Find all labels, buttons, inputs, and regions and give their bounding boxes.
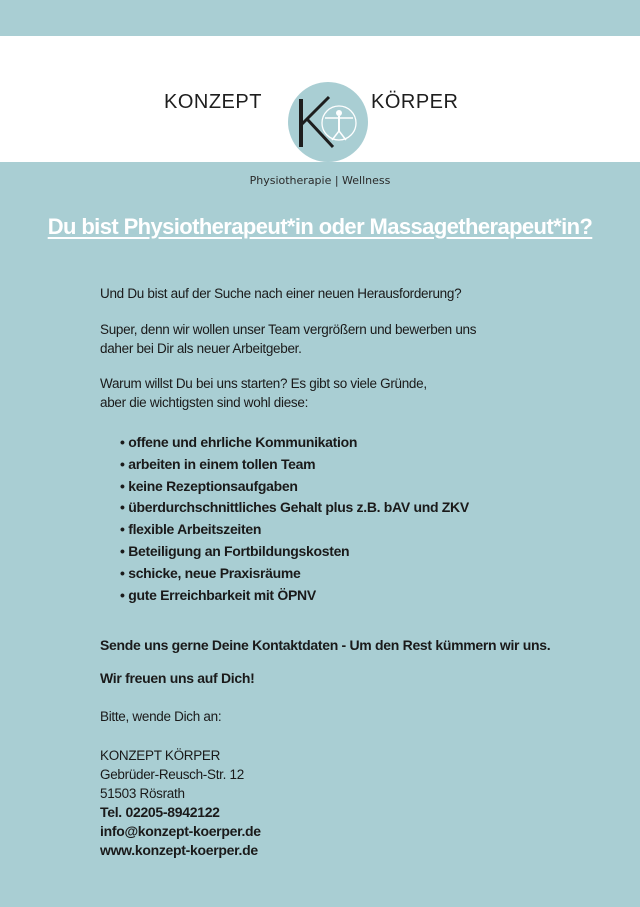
- benefit-item: • Beteiligung an Fortbildungskosten: [120, 541, 570, 563]
- street-address: Gebrüder-Reusch-Str. 12: [100, 767, 244, 783]
- website-link[interactable]: www.konzept-koerper.de: [100, 842, 258, 859]
- call-to-action: Sende uns gerne Deine Kontaktdaten - Um den Rest kümmern wir uns.: [100, 637, 551, 654]
- job-ad-body: [100, 284, 570, 860]
- reasons-intro: [100, 374, 570, 412]
- benefit-item: • flexible Arbeitszeiten: [120, 519, 570, 541]
- company-name: KONZEPT KÖRPER: [100, 748, 221, 764]
- brand-name-right: KÖRPER: [371, 91, 459, 113]
- intro-line: Super, denn wir wollen unser Team vergrößern und bewerben uns: [100, 322, 477, 337]
- reasons-line: aber die wichtigsten sind wohl diese:: [100, 395, 309, 410]
- benefit-item: • überdurchschnittliches Gehalt plus z.B. bAV und ZKV: [120, 497, 570, 519]
- reasons-line: Warum willst Du bei uns starten? Es gibt so viele Gründe,: [100, 376, 427, 391]
- benefits-list: [120, 432, 570, 606]
- email-link[interactable]: info@konzept-koerper.de: [100, 823, 261, 840]
- logo-icon: [287, 81, 369, 163]
- intro-question: Und Du bist auf der Suche nach einer neuen Herausforderung?: [100, 286, 462, 301]
- thanks-line: Wir freuen uns auf Dich!: [100, 670, 255, 687]
- benefit-item: • schicke, neue Praxisräume: [120, 563, 570, 585]
- city-address: 51503 Rösrath: [100, 786, 185, 802]
- benefit-item: • offene und ehrliche Kommunikation: [120, 432, 570, 454]
- brand-name-left: KONZEPT: [164, 91, 262, 113]
- phone-number: Tel. 02205-8942122: [100, 804, 220, 821]
- address-block: [100, 746, 570, 860]
- intro-line: daher bei Dir als neuer Arbeitgeber.: [100, 341, 302, 356]
- benefit-item: • arbeiten in einem tollen Team: [120, 454, 570, 476]
- header-band: [0, 36, 640, 187]
- page-headline: Du bist Physiotherapeut*in oder Massagetherapeut*in?: [47, 214, 593, 239]
- benefit-item: • keine Rezeptionsaufgaben: [120, 476, 570, 498]
- intro-paragraph: [100, 320, 570, 358]
- benefit-item: • gute Erreichbarkeit mit ÖPNV: [120, 585, 570, 607]
- tagline: Physiotherapie | Wellness: [249, 174, 391, 187]
- contact-lead: Bitte, wende Dich an:: [100, 709, 222, 725]
